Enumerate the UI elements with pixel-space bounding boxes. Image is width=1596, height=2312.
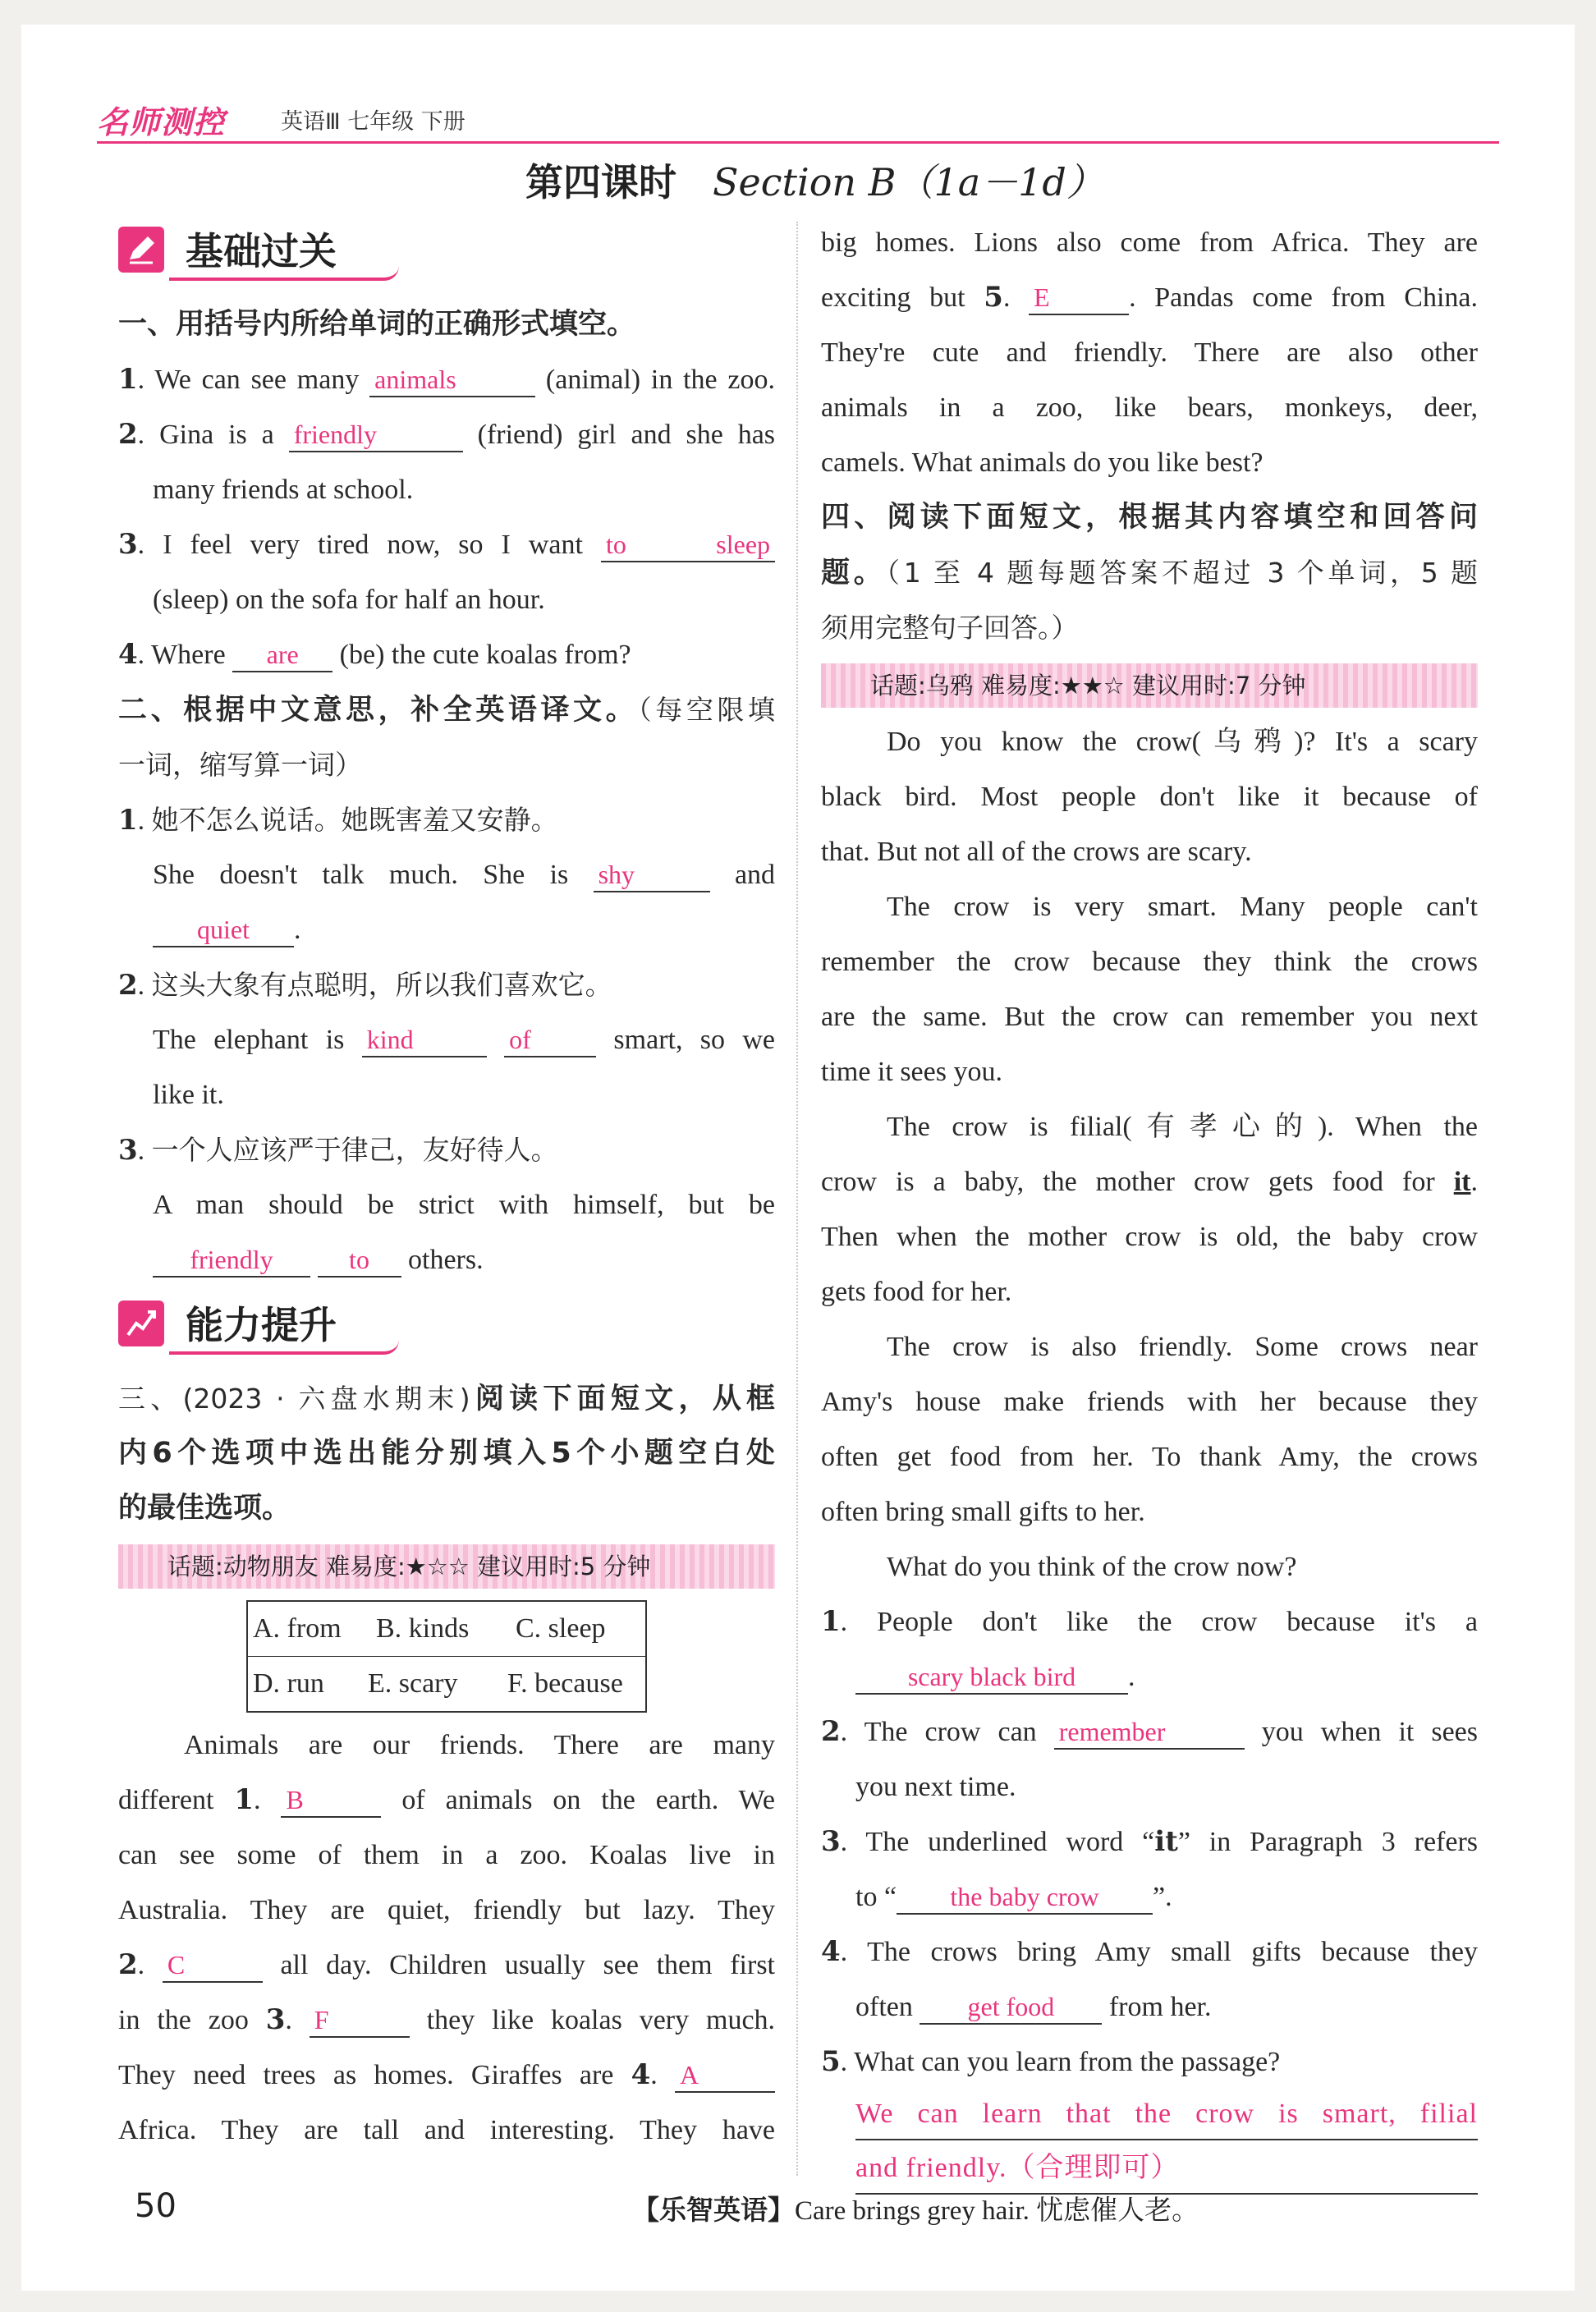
passage2-line: Amy's house make friends with her because they	[821, 1387, 1478, 1417]
page-number: 50	[135, 2187, 177, 2225]
p4-q3-cont: to “ the baby crow ”.	[821, 1869, 1478, 1924]
p4-q5: 5. What can you learn from the passage?	[821, 2045, 1281, 2078]
passage1-line: different 1. B of animals on the earth. We	[118, 1783, 776, 1816]
passage2-line: The crow is filial(有孝心的). When the	[887, 1112, 1478, 1142]
option-e: E. scary	[368, 1668, 458, 1699]
option-d: D. run	[253, 1668, 324, 1699]
passage2-line: often get food from her. To thank Amy, the crows	[821, 1442, 1478, 1472]
lesson-title	[525, 153, 1104, 207]
passage1-line: camels. What animals do you like best?	[821, 447, 1264, 478]
answer-blank[interactable]: the baby crow	[897, 1880, 1153, 1915]
passage2-line: crow is a baby, the mother crow gets food for it.	[821, 1167, 1479, 1197]
option-b: B. kinds	[376, 1613, 470, 1644]
options-row	[248, 1656, 645, 1711]
chart-up-icon	[118, 1300, 164, 1346]
p2-q1-cn: 1. 她不怎么说话。她既害羞又安静。	[118, 804, 558, 837]
part4-title: 四、阅读下面短文，根据其内容填空和回答问	[821, 501, 1478, 534]
passage1-line: They're cute and friendly. There are also other	[821, 337, 1478, 368]
answer-blank[interactable]: friendly	[153, 1243, 310, 1278]
part3-title: 三、(2023 · 六盘水期末)阅读下面短文，从框	[118, 1383, 775, 1415]
passage2-line: often bring small gifts to her.	[821, 1497, 1145, 1527]
answer-blank[interactable]: F	[310, 2003, 410, 2038]
book-subtitle: 英语Ⅲ 七年级 下册	[281, 109, 466, 135]
column-divider	[796, 222, 798, 2176]
p2-q3-cn: 3. 一个人应该严于律己，友好待人。	[118, 1134, 558, 1167]
lesson-number: 第四课时	[525, 160, 676, 204]
options-row	[248, 1602, 645, 1656]
underlined-word: it	[1453, 1167, 1471, 1197]
p4-q4: 4. The crows bring Amy small gifts because they	[821, 1935, 1478, 1968]
banner-advanced	[118, 1296, 775, 1369]
p2-q3-cont: friendly to others.	[118, 1232, 775, 1287]
banner-underline	[169, 266, 399, 281]
passage1-line: can see some of them in a zoo. Koalas live in	[118, 1840, 775, 1870]
p4-q4-cont: often get food from her.	[821, 1979, 1478, 2034]
passage2-line: remember the crow because they think the crows	[821, 947, 1478, 977]
quoted-word: it	[1154, 1825, 1178, 1858]
answer-blank[interactable]: shy	[594, 858, 710, 892]
part3-title-end: 的最佳选项。	[118, 1492, 291, 1525]
p1-q3-cont: (sleep) on the sofa for half an hour.	[153, 585, 545, 615]
p4-q5-answer	[821, 2090, 1478, 2195]
part3-title-cont: 内6个选项中选出能分别填入5个小题空白处	[118, 1437, 775, 1470]
answer-line[interactable]: and friendly.（合理即可）	[855, 2147, 1478, 2195]
answer-blank[interactable]: A	[675, 2058, 775, 2093]
answer-blank[interactable]: animals	[369, 363, 535, 397]
footer-brand: 【乐智英语】	[632, 2194, 795, 2226]
passage2-line: gets food for her.	[821, 1277, 1012, 1307]
option-f: F. because	[507, 1668, 623, 1699]
answer-blank[interactable]: get food	[920, 1990, 1102, 2025]
p4-q2: 2. The crow can remember you when it sees	[821, 1715, 1479, 1748]
part4-title-cont: 题。（1 至 4 题每题答案不超过 3 个单词，5 题	[821, 557, 1478, 589]
p4-q1-cont: scary black bird .	[821, 1649, 1478, 1704]
header-rule	[97, 141, 1499, 144]
p2-q1-cont: quiet .	[118, 902, 775, 957]
part2-title: 二、根据中文意思，补全英语译文。（每空限填	[118, 694, 775, 727]
brand-logo: 名师测控	[97, 104, 226, 140]
p2-q2: The elephant is kind of smart, so we	[118, 1012, 775, 1067]
answer-blank[interactable]: quiet	[153, 913, 294, 947]
p2-q2-cont: like it.	[153, 1080, 224, 1110]
answer-blank[interactable]: remember	[1054, 1715, 1245, 1750]
p4-q3: 3. The underlined word “it” in Paragraph 3 refers	[821, 1825, 1479, 1858]
topic-bar: 话题:动物朋友 难易度:★☆☆ 建议用时:5 分钟	[118, 1544, 775, 1589]
passage2-line: that. But not all of the crows are scary.	[821, 837, 1252, 867]
answer-blank[interactable]: are	[232, 638, 332, 672]
answer-blank[interactable]: E	[1029, 281, 1129, 315]
pencil-icon	[118, 227, 164, 273]
p4-q1: 1. People don't like the crow because it's a	[821, 1605, 1478, 1638]
answer-blank[interactable]: scary black bird	[855, 1660, 1128, 1695]
part2-title-cont: 一词，缩写算一词）	[118, 749, 362, 781]
option-c: C. sleep	[516, 1613, 606, 1644]
passage2-line: are the same. But the crow can remember you next	[821, 1002, 1478, 1032]
passage2-line: The crow is very smart. Many people can't	[887, 892, 1478, 922]
answer-blank[interactable]: B	[281, 1783, 381, 1818]
passage1-line: in the zoo 3. F they like koalas very much.	[118, 2003, 776, 2036]
passage1-line: They need trees as homes. Giraffes are 4. A	[118, 2048, 775, 2103]
banner-basics	[118, 222, 775, 296]
banner-title: 能力提升	[186, 1303, 337, 1347]
passage1-line: Animals are our friends. There are many	[184, 1730, 775, 1760]
answer-blank[interactable]: friendly	[289, 418, 463, 452]
passage1-line: Africa. They are tall and interesting. They have	[118, 2115, 775, 2145]
answer-blank[interactable]: to sleep	[601, 528, 775, 562]
topic-bar: 话题:乌鸦 难易度:★★☆ 建议用时:7 分钟	[821, 663, 1478, 708]
options-box	[246, 1600, 647, 1713]
banner-title: 基础过关	[186, 229, 337, 273]
answer-blank[interactable]: C	[163, 1948, 263, 1983]
passage1-line: exciting but 5. E . Pandas come from China.	[821, 281, 1478, 314]
lesson-section: Section B（1a－1d）	[713, 160, 1104, 204]
passage2-line: Do you know the crow(乌鸦)? It's a scary	[887, 727, 1478, 757]
p2-q2-cn: 2. 这头大象有点聪明，所以我们喜欢它。	[118, 969, 612, 1002]
part1-title: 一、用括号内所给单词的正确形式填空。	[118, 308, 636, 341]
passage1-line: animals in a zoo, like bears, monkeys, deer,	[821, 392, 1478, 423]
answer-blank[interactable]: to	[318, 1243, 401, 1278]
passage2-line: What do you think of the crow now?	[887, 1552, 1297, 1582]
footer-text: Care brings grey hair. 忧虑催人老。	[795, 2196, 1199, 2226]
p1-q3: 3. I feel very tired now, so I want to sleep	[118, 517, 775, 572]
right-column	[821, 215, 1478, 2195]
p1-q1: 1. We can see many animals (animal) in the zoo.	[118, 363, 776, 396]
p2-q3: A man should be strict with himself, but be	[153, 1190, 775, 1220]
p2-q1: She doesn't talk much. She is shy and	[118, 847, 775, 902]
banner-underline	[169, 1340, 399, 1355]
p4-q2-cont: you next time.	[855, 1772, 1016, 1802]
left-column	[118, 222, 775, 2158]
passage1-line: big homes. Lions also come from Africa. They are	[821, 227, 1478, 258]
passage2-line: time it sees you.	[821, 1057, 1002, 1087]
footer-proverb	[632, 2189, 1199, 2227]
p1-q4: 4. Where are (be) the cute koalas from?	[118, 638, 631, 671]
passage1-line: Australia. They are quiet, friendly but lazy. They	[118, 1895, 775, 1925]
answer-blank[interactable]: kind	[362, 1023, 487, 1057]
passage1-line: 2. C all day. Children usually see them first	[118, 1948, 776, 1981]
part4-title-end: 须用完整句子回答。）	[821, 612, 1079, 644]
passage2-line: Then when the mother crow is old, the baby crow	[821, 1222, 1478, 1252]
option-a: A. from	[253, 1613, 342, 1644]
passage2-line: The crow is also friendly. Some crows near	[887, 1332, 1478, 1362]
answer-blank[interactable]: of	[504, 1023, 596, 1057]
passage2-line: black bird. Most people don't like it because of	[821, 782, 1478, 812]
p1-q2-cont: many friends at school.	[153, 475, 414, 505]
p1-q2: 2. Gina is a friendly (friend) girl and she has	[118, 418, 776, 451]
answer-line[interactable]: We can learn that the crow is smart, filial	[855, 2093, 1478, 2140]
